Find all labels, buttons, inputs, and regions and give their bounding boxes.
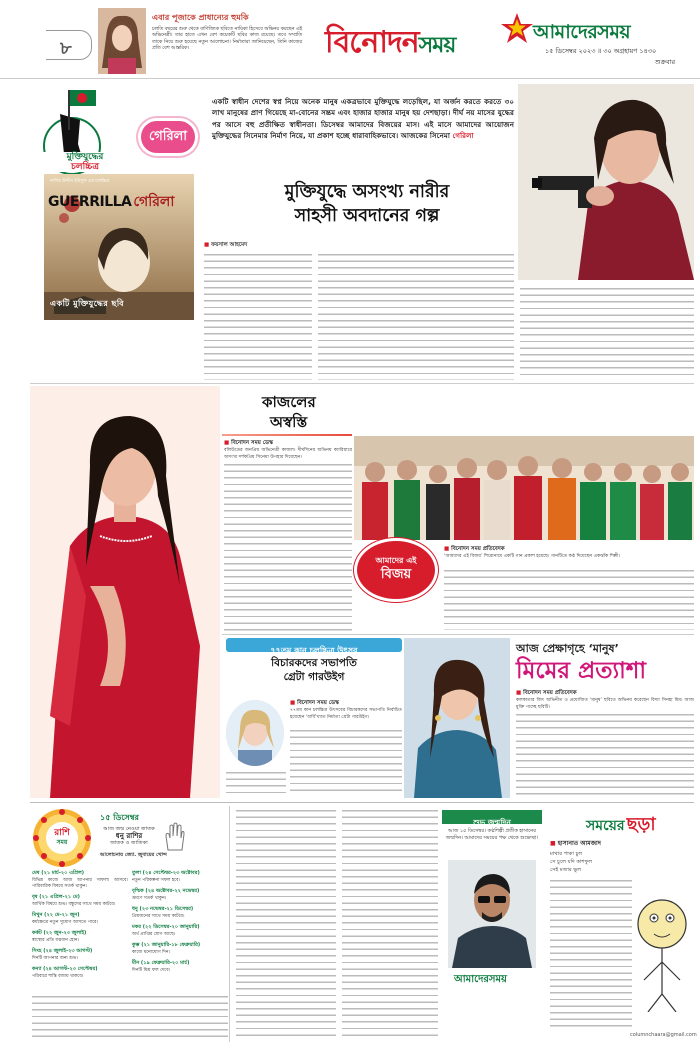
greta-photo bbox=[226, 700, 284, 766]
birthday-photo bbox=[448, 860, 536, 968]
horoscope-wheel bbox=[32, 808, 92, 868]
rhyme-line: সেই মজার ভুল bbox=[550, 867, 582, 873]
sign-item bbox=[32, 894, 128, 908]
birthday-paper-logo: আমাদেরসময় bbox=[454, 974, 507, 985]
sign-label: মকর (২২ ডিসেম্বর-২০ জানুয়ারি) bbox=[132, 924, 200, 930]
mim-kicker: আজ প্রেক্ষাগৃহে ‘মানুষ’ bbox=[516, 642, 619, 655]
teaser-text: চলতি বছরের শুরু থেকে বাণিজ্যিক ছবিতে নায়িকা হিসেবে অভিনয় করছেন এই অভিনেত্রী। তার হাতে এখন বেশ কয়েকটি ছবির কাজ রয়েছে। তবে সম্প্রতি তাকে নিয়ে শুরু হয়েছে নতুন আলোচনা। নির্মাতারা জানিয়েছেন, তিনি কাজের প্রতি বেশ আন্তরিক। bbox=[152, 27, 302, 52]
logo-binodon: বিনোদন bbox=[325, 25, 419, 60]
cannes-headline-line2: গ্রেটা গারউইগ bbox=[283, 671, 345, 683]
rhyme-line: মাথার পাকা চুল bbox=[550, 851, 583, 857]
sign-text: পরিবারে শান্তি বজায় থাকবে। bbox=[32, 974, 84, 979]
sign-text: প্রিয়জনের সাথে সময় কাটবে। bbox=[132, 914, 185, 919]
rhyme-lines bbox=[550, 850, 640, 874]
bijoy-label bbox=[354, 538, 438, 602]
byline-bullet-icon: ■ bbox=[204, 242, 212, 248]
sign-item bbox=[32, 948, 128, 962]
horoscope-author: আলোচনায় জ্যো. জুবায়ের খোন্দ bbox=[100, 852, 167, 858]
horoscope-wheel-line1: রাশি bbox=[54, 828, 70, 838]
section-title-line2: চলচ্চিত্র bbox=[71, 162, 99, 172]
byline-bullet-icon: ■ bbox=[550, 840, 558, 847]
bijoy-byline-text: বিনোদন সময় প্রতিবেদক bbox=[451, 546, 505, 552]
rhyme-title-part2: ছড়া bbox=[626, 814, 656, 835]
horoscope-body-col4 bbox=[342, 808, 438, 1038]
horoscope-intro bbox=[100, 826, 158, 847]
mim-byline-text: বিনোদন সময় প্রতিবেদক bbox=[523, 690, 577, 696]
teaser-photo bbox=[98, 8, 146, 74]
lead-headline-line2: সাহসী অবদানের গল্প bbox=[294, 206, 440, 226]
birthday-text: আজ ১৫ ডিসেম্বর। কণ্ঠশিল্পী প্রতীক হাসানের জন্মদিন। আমাদের সময়ের পক্ষ থেকে শুভেচ্ছা। bbox=[445, 828, 539, 841]
byline-bullet-icon: ■ bbox=[224, 440, 232, 446]
sign-item bbox=[32, 912, 128, 926]
sign-item bbox=[132, 960, 228, 974]
teaser-headline: এবার পূজাকে প্রাধান্যের হুমকি bbox=[152, 13, 249, 22]
lead-intro bbox=[212, 96, 514, 142]
sign-item bbox=[132, 888, 228, 902]
horoscope-wheel-line2: সময় bbox=[56, 839, 68, 846]
horoscope-body-col3 bbox=[236, 808, 336, 1038]
header-rule bbox=[0, 78, 700, 79]
poster-caption: একটি মুক্তিযুদ্ধের ছবি bbox=[50, 299, 125, 308]
hand-icon bbox=[162, 822, 186, 852]
sign-item bbox=[32, 966, 128, 980]
sign-text: কর্মক্ষেত্রে নতুন সুযোগ আসতে পারে। bbox=[32, 920, 98, 925]
rhyme-poet bbox=[550, 838, 601, 849]
bijoy-label-line2: বিজয় bbox=[380, 567, 412, 582]
byline-bullet-icon: ■ bbox=[444, 546, 452, 552]
byline-bullet-icon: ■ bbox=[516, 690, 524, 696]
rhyme-title-part1: সময়ের bbox=[586, 818, 625, 834]
section-title bbox=[30, 152, 140, 172]
poster-title bbox=[48, 190, 174, 214]
horoscope-signs bbox=[32, 870, 228, 984]
cannes-byline bbox=[290, 700, 339, 708]
poster-title-en: GUERRILLA bbox=[48, 194, 132, 210]
rhyme-panel bbox=[546, 808, 697, 1040]
sign-text: কাজে মনোযোগ দিন। bbox=[132, 950, 171, 955]
sign-text: দিনটি আপনার জন্য শুভ। bbox=[32, 956, 78, 961]
cartoon-face-icon bbox=[630, 884, 694, 1012]
sign-label: সিংহ (২৪ জুলাই-২৩ আগস্ট) bbox=[32, 948, 93, 954]
sign-item bbox=[132, 870, 228, 884]
sign-item bbox=[32, 870, 128, 890]
section-badge bbox=[30, 84, 140, 176]
kajol-headline bbox=[262, 392, 316, 432]
mim-headline: মিমের প্রত্যাশা bbox=[516, 658, 647, 684]
horoscope-body bbox=[32, 994, 228, 1040]
birthday-banner bbox=[442, 810, 542, 827]
sign-label: কর্কট (২২ জুন-২৩ জুলাই) bbox=[32, 930, 87, 936]
rhyme-email: columnchaara@gmail.com bbox=[630, 1032, 697, 1038]
sign-text: দিনটি মিশ্র ফল দেবে। bbox=[132, 968, 171, 973]
kajol-byline-text: বিনোদন সময় ডেস্ক bbox=[231, 440, 274, 446]
bijoy-group-photo bbox=[354, 436, 694, 540]
horoscope-intro-line1: আজ জন্ম নেওয়া জাতক bbox=[103, 826, 155, 832]
sign-text: বিভিন্ন কাজে আজ আপনার সাফল্য আসবে। পারিবারিক বিষয়ে সতর্ক থাকুন। bbox=[32, 878, 128, 889]
cannes-body-2 bbox=[226, 770, 286, 794]
cannes-body bbox=[290, 728, 402, 794]
cannes-banner-text: ৭৭তম কান চলচ্চিত্র উৎসব bbox=[270, 646, 358, 655]
sign-label: কুম্ভ (২১ জানুয়ারি-১৮ ফেব্রুয়ারি) bbox=[132, 942, 201, 948]
lead-body-col1 bbox=[204, 252, 312, 380]
bijoy-body bbox=[444, 568, 694, 630]
sign-text: আর্থিক বিষয়ে শুভ। বন্ধুদের সাথে সময় কাটবে। bbox=[32, 902, 116, 907]
sign-text: ভ্রমণে সতর্ক থাকুন। bbox=[132, 896, 167, 901]
poster-credit: নাসির উদ্দীন ইউসুফ এর চলচ্চিত্র bbox=[50, 179, 110, 184]
sign-item bbox=[32, 930, 128, 944]
page-number: ৮ bbox=[60, 38, 72, 59]
kajol-headline-rule bbox=[222, 434, 352, 436]
page-number-tab bbox=[46, 30, 92, 60]
rhyme-line: সে চুলে যদি কাশফুল bbox=[550, 859, 593, 865]
cannes-banner bbox=[226, 638, 402, 655]
lead-photo-actress bbox=[518, 84, 694, 280]
lead-body-col3 bbox=[520, 286, 694, 380]
kajol-lead-text: বলিউডের জনপ্রিয় অভিনেত্রী কাজল। দীর্ঘদিনের অভিনয় ক্যারিয়ারে অসংখ্য দর্শকপ্রিয় সিনেমা উপহার দিয়েছেন। bbox=[224, 448, 352, 460]
star-icon bbox=[500, 12, 534, 46]
kajol-byline bbox=[224, 440, 273, 448]
bijoy-divider bbox=[222, 634, 694, 635]
sign-label: বৃশ্চিক (২৪ অক্টোবর-২২ নভেম্বর) bbox=[132, 888, 200, 894]
mim-photo bbox=[404, 638, 510, 798]
kajol-body bbox=[224, 462, 352, 632]
brand-name: আমাদেরসময় bbox=[533, 21, 631, 43]
sign-label: মীন (১৯ ফেব্রুয়ারি-২০ মার্চ) bbox=[132, 960, 190, 966]
birthday-banner-text: শুভ জন্মদিন bbox=[473, 818, 511, 827]
sign-label: বৃষ (২১ এপ্রিল-২১ মে) bbox=[32, 894, 80, 900]
horoscope-date: ১৫ ডিসেম্বর bbox=[100, 813, 139, 822]
kajol-headline-line2: অস্বস্তি bbox=[270, 413, 308, 431]
lead-byline bbox=[204, 242, 247, 250]
lead-byline-text: ফয়সাল আহমেদ bbox=[211, 242, 248, 248]
horoscope-intro-line3: জাতক ও জাতিকা bbox=[110, 840, 148, 846]
mim-body bbox=[516, 712, 694, 798]
page-header bbox=[0, 0, 700, 80]
lead-intro-text: একটি স্বাধীন দেশের স্বপ্ন নিয়ে অনেক মানুষ একত্রভাবে মুক্তিযুদ্ধে লড়েছিল, যা অর্জন করতে করতে ৩০ লাখ মানুষের প্রাণ গিয়েছে মা-বোনের সম্ভ্রম এবং হাজার হাজার মানুষ হয় দেশছাড়া। দীর্ঘ নয় মাসের যুদ্ধের পর আসে বহু প্রতীক্ষিত স্বাধীনতা। ডিসেম্বর আমাদের বিজয়ের মাস। এই মাসে আমাদের আয়োজন মুক্তিযুদ্ধের সিনেমার নির্মাণ নিয়ে, যা প্রকাশ হচ্ছে ধারাবাহিকভাবে। আজকের সিনেমা bbox=[212, 97, 514, 141]
issue-date: ১৫ ডিসেম্বর ২০২৩ ॥ ৩০ অগ্রহায়ণ ১৪৩০ bbox=[545, 47, 657, 55]
sign-item bbox=[132, 942, 228, 956]
horoscope-intro-line2: ধনু রাশির bbox=[115, 832, 143, 840]
sign-text: নতুন পরিকল্পনা সফল হবে। bbox=[132, 878, 181, 883]
section-title-line1: মুক্তিযুদ্ধের bbox=[66, 152, 104, 162]
birthday-panel bbox=[442, 808, 542, 1040]
kajol-headline-line1: কাজলের bbox=[262, 393, 316, 411]
film-poster bbox=[44, 174, 194, 320]
poster-title-bn: গেরিলা bbox=[133, 194, 175, 210]
byline-bullet-icon: ■ bbox=[290, 700, 298, 706]
film-pill bbox=[138, 118, 198, 156]
kajol-photo bbox=[30, 386, 220, 798]
cannes-byline-text: বিনোদন সময় ডেস্ক bbox=[297, 700, 340, 706]
bijoy-byline bbox=[444, 546, 505, 554]
issue-weekday: শুক্রবার bbox=[655, 58, 676, 66]
mim-lead-text: কলকাতার জিৎ অভিনীত ও প্রযোজিত ‘মানুষ’ ছবিতে অভিনয় করেছেন বিদ্যা সিনহা মিম। আজ মুক্তি পাচ্ছে ছবিটি। bbox=[516, 698, 694, 710]
cannes-headline-line1: বিচারকদের সভাপতি bbox=[271, 657, 357, 669]
sign-text: অর্থ প্রাপ্তির যোগ আছে। bbox=[132, 932, 176, 937]
lead-headline-line1: মুক্তিযুদ্ধে অসংখ্য নারীর bbox=[284, 182, 450, 202]
cannes-headline bbox=[226, 656, 402, 684]
sign-label: মেষ (২১ মার্চ-২০ এপ্রিল) bbox=[32, 870, 85, 876]
rhyme-title bbox=[586, 810, 656, 841]
lead-body-col2 bbox=[318, 252, 514, 380]
mim-byline bbox=[516, 690, 577, 698]
lead-intro-highlight: গেরিলা bbox=[452, 131, 474, 141]
rhyme-body bbox=[550, 878, 632, 1028]
rhyme-poet-name: হাসানাত আমজাদ bbox=[557, 840, 601, 847]
sign-item bbox=[132, 924, 228, 938]
sign-label: মিথুন (২২ মে-২১ জুন) bbox=[32, 912, 80, 918]
cannes-lead-text: ৭৭তম কান চলচ্চিত্র উৎসবের বিচারকদের সভাপতি নির্বাচিত হয়েছেন ‘বার্বি’খ্যাত নির্মাতা গ্রেটা গারউইগ। bbox=[290, 708, 402, 720]
logo-somoy: সময় bbox=[418, 33, 456, 58]
lead-headline bbox=[220, 180, 514, 228]
sign-label: তুলা (২৪ সেপ্টেম্বর-২৩ অক্টোবর) bbox=[132, 870, 200, 876]
bijoy-label-line1: আমাদের এই bbox=[375, 556, 417, 565]
bijoy-lead-text: ‘আমাদের এই বিজয়’ শিরোনামে একটি গান প্রকাশ হয়েছে। গানটিতে কণ্ঠ দিয়েছেন একঝাঁক শিল্পী। bbox=[444, 554, 621, 559]
lead-divider bbox=[30, 383, 694, 384]
sign-label: ধনু (২৩ নভেম্বর-২১ ডিসেম্বর) bbox=[132, 906, 194, 912]
sign-item bbox=[132, 906, 228, 920]
horoscope-panel bbox=[30, 806, 230, 1042]
film-pill-label: গেরিলা bbox=[148, 129, 188, 144]
sign-text: স্বাস্থ্যের প্রতি যত্নবান হোন। bbox=[32, 938, 80, 943]
supplement-logo bbox=[325, 18, 455, 69]
sign-label: কন্যা (২৪ আগস্ট-২৩ সেপ্টেম্বর) bbox=[32, 966, 98, 972]
